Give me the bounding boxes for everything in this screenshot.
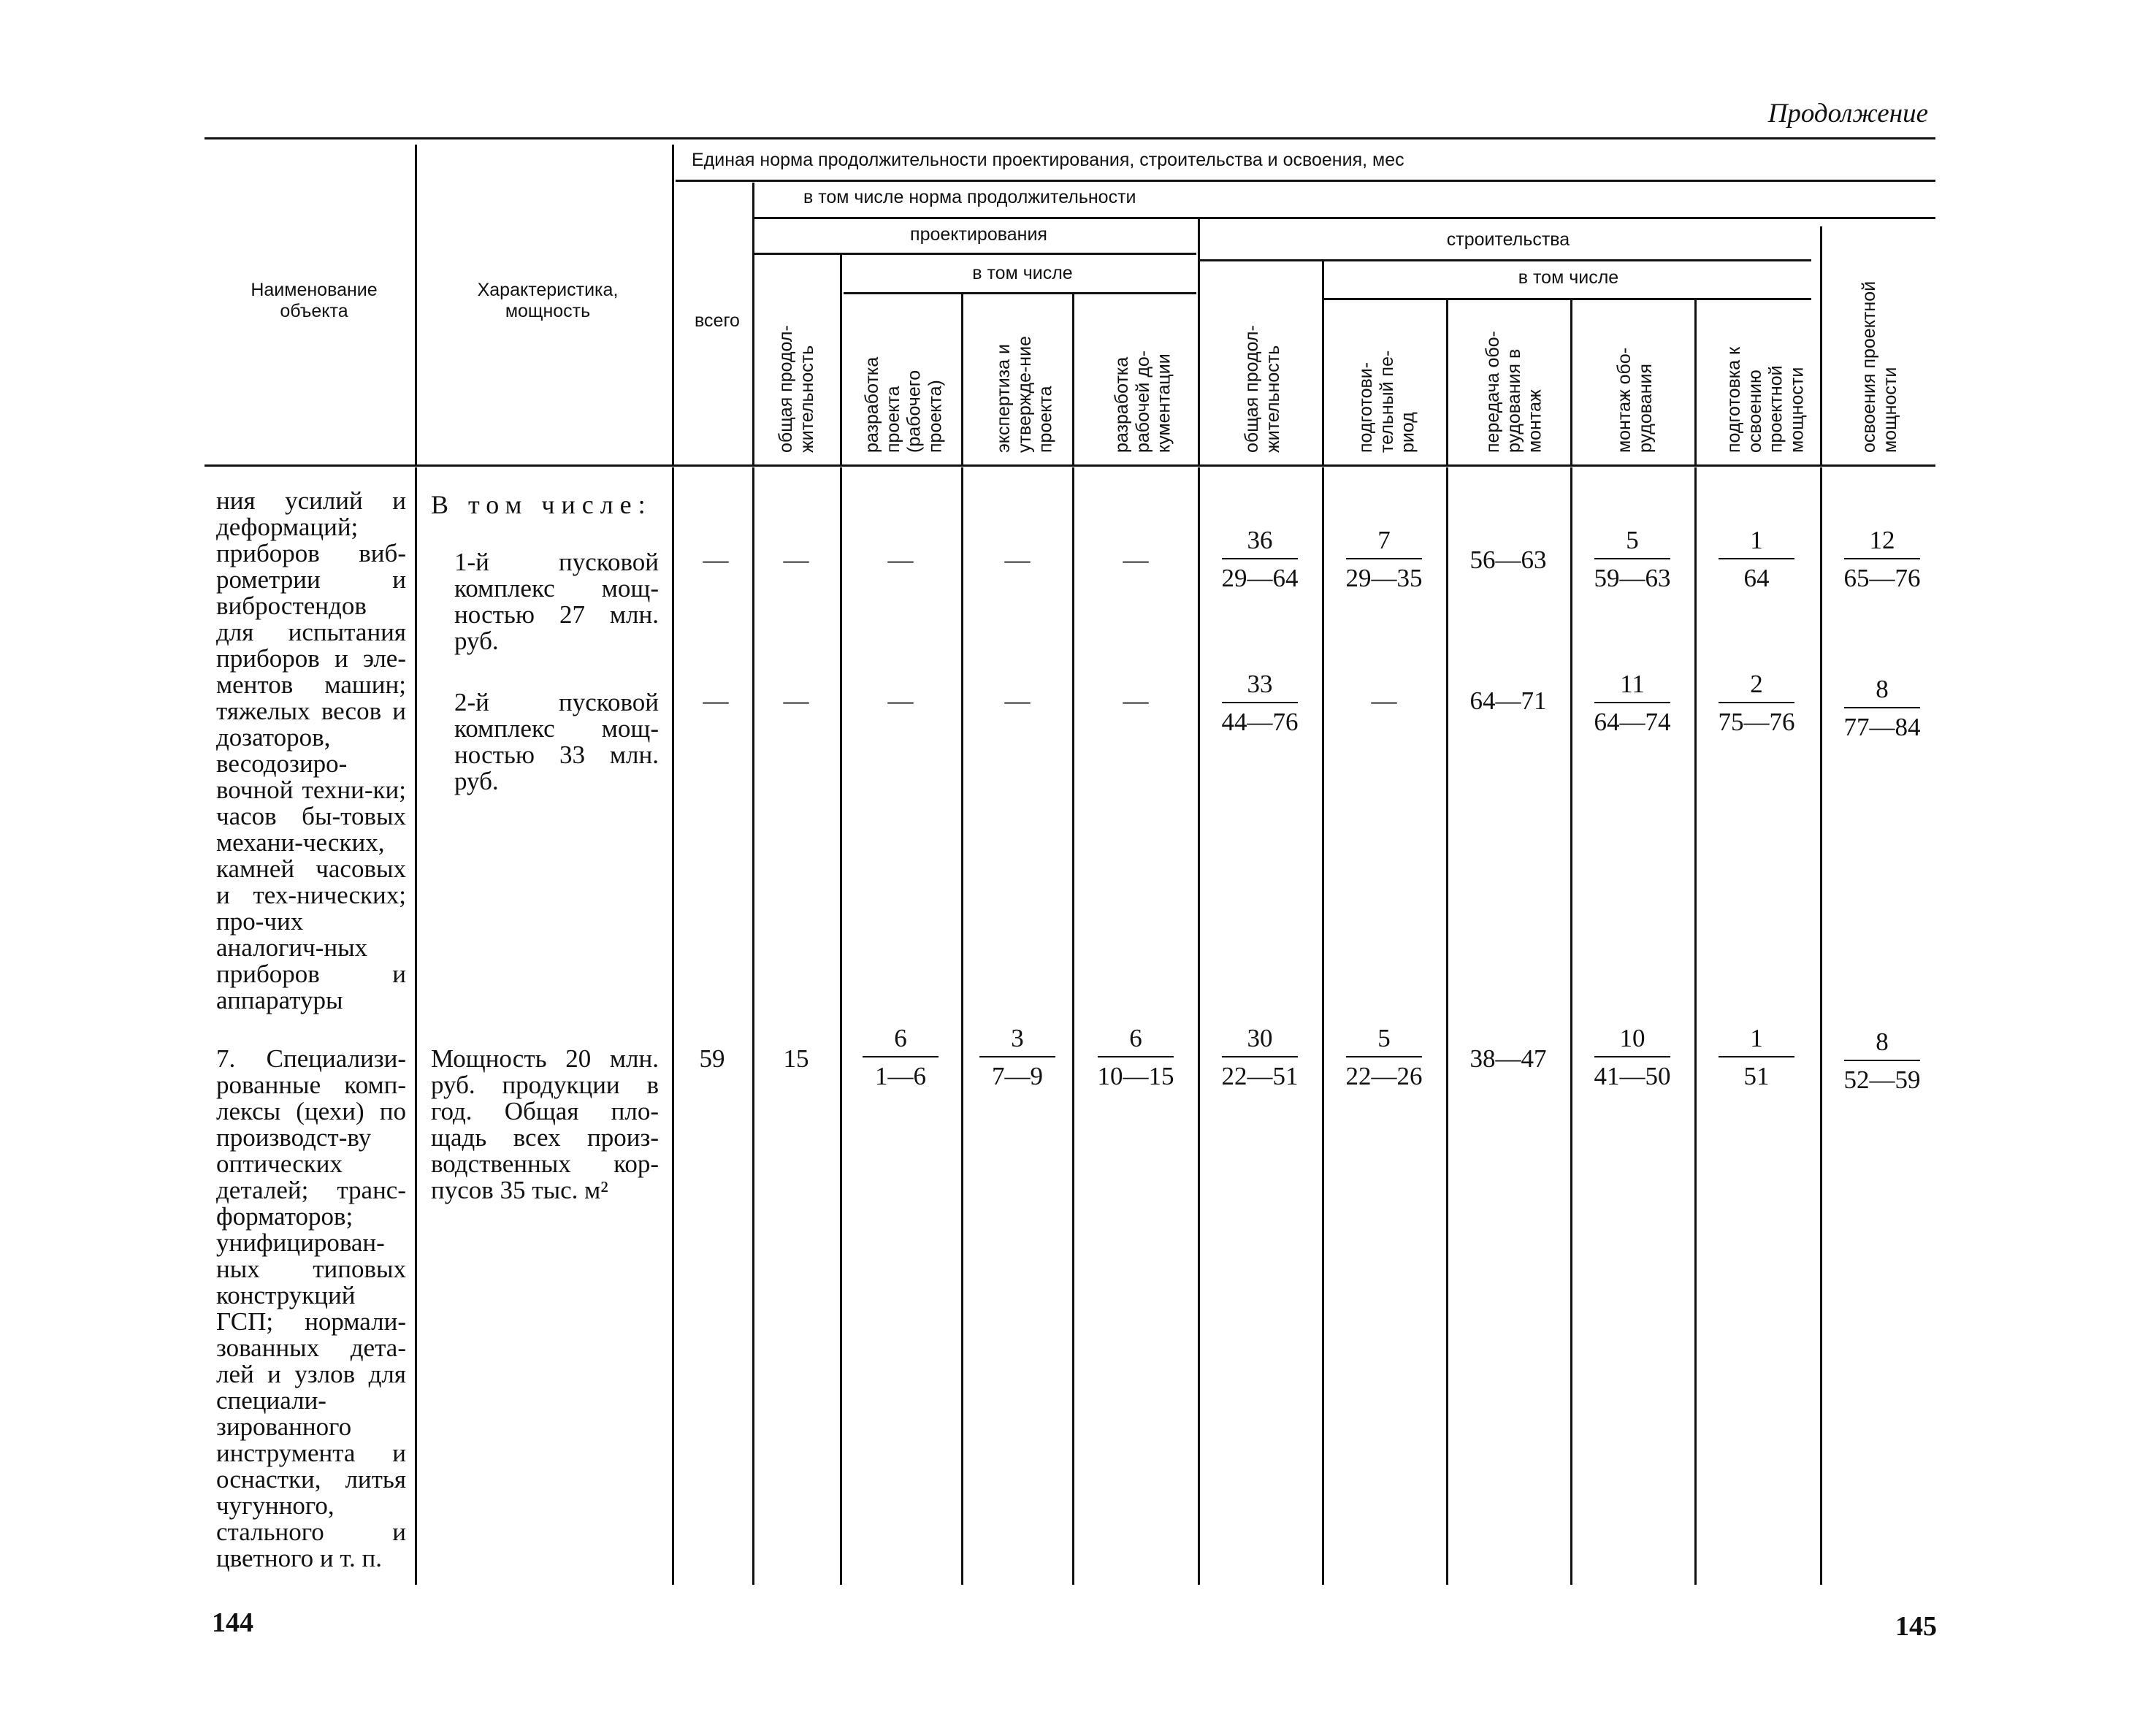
row7-design-project: 6 1—6 <box>846 1022 955 1093</box>
row1-c1-design-total: — <box>783 546 809 574</box>
row1-complex1-char: 1-й пусковой комплекс мощ-ностью 27 млн. руб. <box>454 548 659 655</box>
row1-c2-mastering: 8 77—84 <box>1843 675 1921 741</box>
row7-char: Мощность 20 млн. руб. продукции в год. Общая пло-щадь всех произ-водственных кор-пусов 35 тыс. м² <box>431 1044 659 1204</box>
row1-c1-mastering: 12 65—76 <box>1843 526 1921 592</box>
row7-constr-mount: 10 41—50 <box>1594 1024 1671 1090</box>
row7-vsego: 59 <box>699 1044 725 1073</box>
header-design-including: в том числе <box>972 263 1073 283</box>
row7-design-expert: 3 7—9 <box>963 1022 1072 1093</box>
header-constr-transfer: передача обо-рудования в монтаж <box>1483 331 1545 453</box>
vline-d-exp <box>1072 292 1074 464</box>
row1-c2-vsego: — <box>703 686 729 715</box>
header-design-docs: разработка рабочей до-кументации <box>1112 350 1174 453</box>
vline-c-total <box>1322 259 1324 464</box>
row1-c2-constr-prep: — <box>1371 686 1397 715</box>
rule-including-bottom <box>754 217 1935 219</box>
vline-constr-end <box>1820 226 1822 464</box>
vline-c-transfer <box>1570 298 1572 464</box>
row1-c2-design-docs: — <box>1123 686 1149 715</box>
header-construction: строительства <box>1446 229 1570 250</box>
row7-constr-ready: 1 51 <box>1702 1022 1811 1093</box>
body-vline-constr-end <box>1820 467 1822 1585</box>
body-vline-d-exp <box>1072 467 1074 1585</box>
row1-c1-constr-total: 36 29—64 <box>1221 526 1299 592</box>
header-bottom-rule <box>204 464 1935 467</box>
row1-c2-constr-mount: 11 64—74 <box>1594 670 1671 736</box>
rule-constr-incl-bottom <box>1323 298 1811 300</box>
vline-char <box>672 145 674 464</box>
row1-c2-constr-ready: 2 75—76 <box>1718 670 1795 736</box>
row7-design-total: 15 <box>783 1044 809 1073</box>
header-constr-ready: подготовка к освоению проектной мощности <box>1724 346 1808 453</box>
header-constr-including: в том числе <box>1518 267 1619 288</box>
continuation-label: Продолжение <box>1767 99 1928 129</box>
vline-name <box>415 145 417 464</box>
row1-complex2-char: 2-й пусковой комплекс мощ-ностью 33 млн. руб. <box>454 688 659 795</box>
row1-including-label: В том числе: <box>431 490 652 519</box>
header-design: проектирования <box>910 224 1047 245</box>
header-design-total: общая продол-жительность <box>776 325 817 453</box>
row1-c2-design-expert: — <box>1004 686 1031 715</box>
row1-c1-design-project: — <box>887 546 914 574</box>
row1-c2-constr-transfer: 64—71 <box>1469 686 1547 715</box>
row7-constr-total: 30 22—51 <box>1221 1024 1299 1090</box>
body-vline-design-end <box>1198 467 1200 1585</box>
body-vline-name <box>415 467 417 1585</box>
header-name: Наименование объекта <box>251 280 378 321</box>
row1-c2-constr-total: 33 44—76 <box>1221 670 1299 736</box>
row1-c1-constr-mount: 5 59—63 <box>1594 526 1671 592</box>
row1-c1-design-docs: — <box>1123 546 1149 574</box>
row1-c1-constr-prep: 7 29—35 <box>1345 526 1423 592</box>
body-vline-c-total <box>1322 467 1324 1585</box>
body-vline-char <box>672 467 674 1585</box>
body-vline-c-prep <box>1446 467 1448 1585</box>
vline-design-end <box>1198 217 1200 464</box>
body-vline-c-transfer <box>1570 467 1572 1585</box>
page-number-right: 145 <box>1895 1611 1937 1642</box>
row7-constr-prep: 5 22—26 <box>1345 1024 1423 1090</box>
row1-c2-design-total: — <box>783 686 809 715</box>
header-design-project: разработка проекта (рабочего проекта) <box>862 356 946 453</box>
row1-c1-vsego: — <box>703 546 729 574</box>
header-constr-total: общая продол-жительность <box>1242 325 1283 453</box>
row1-c1-constr-transfer: 56—63 <box>1469 546 1547 574</box>
rule-constr-bottom <box>1199 259 1811 261</box>
body-vline-d-total <box>840 467 842 1585</box>
header-vsego: всего <box>695 310 740 331</box>
header-constr-prep: подготови-тельный пе-риод <box>1356 350 1418 453</box>
row7-mastering: 8 52—59 <box>1843 1028 1921 1094</box>
row1-c1-design-expert: — <box>1004 546 1031 574</box>
row1-c1-constr-ready: 1 64 <box>1702 524 1811 594</box>
vline-d-total <box>840 253 842 464</box>
rule-design-bottom <box>754 253 1196 255</box>
row1-c2-design-project: — <box>887 686 914 715</box>
header-design-expert: экспертиза и утвержде-ние проекта <box>993 336 1056 453</box>
header-characteristic: Характеристика, мощность <box>477 280 619 321</box>
header-top-rule <box>204 137 1935 139</box>
body-vline-vsego <box>752 467 754 1585</box>
header-constr-mount: монтаж обо-рудования <box>1614 347 1656 453</box>
vline-c-mount <box>1694 298 1697 464</box>
header-total-norm: Единая норма продолжительности проектирования, строительства и освоения, мес <box>692 150 1404 170</box>
page-number-left: 144 <box>212 1607 253 1638</box>
body-vline-c-mount <box>1694 467 1697 1585</box>
vline-c-prep <box>1446 298 1448 464</box>
row7-constr-transfer: 38—47 <box>1469 1044 1547 1073</box>
header-including-norm: в том числе норма продолжительности <box>803 187 1136 207</box>
header-mastering: освоения проектной мощности <box>1859 280 1900 453</box>
vline-d-proj <box>961 292 963 464</box>
row7-name: 7. Специализи-рованные комп-лексы (цехи) по производст-ву оптических деталей; транс-форматоров; унифицирован-ных типовых конструкций ГСП; нормали-зованных дета-лей и узлов для специали-зированного инструмента и оснастки, литья чугунного, стального и цветного и т. п. <box>216 1044 406 1572</box>
rule-norm-bottom <box>676 180 1935 182</box>
rule-design-incl-bottom <box>844 292 1196 294</box>
row7-design-docs: 6 10—15 <box>1097 1024 1174 1090</box>
row1-name: ния усилий и деформаций; приборов виб-рометрии и вибростендов для испытания приборов и эле-ментов машин; тяжелых весов и дозаторов, весодозиро-вочной техни-ки; часов бы-товых механи-ческих, камней часовых и тех-нических; про-чих аналогич-ных приборов и аппаратуры <box>216 486 406 1014</box>
